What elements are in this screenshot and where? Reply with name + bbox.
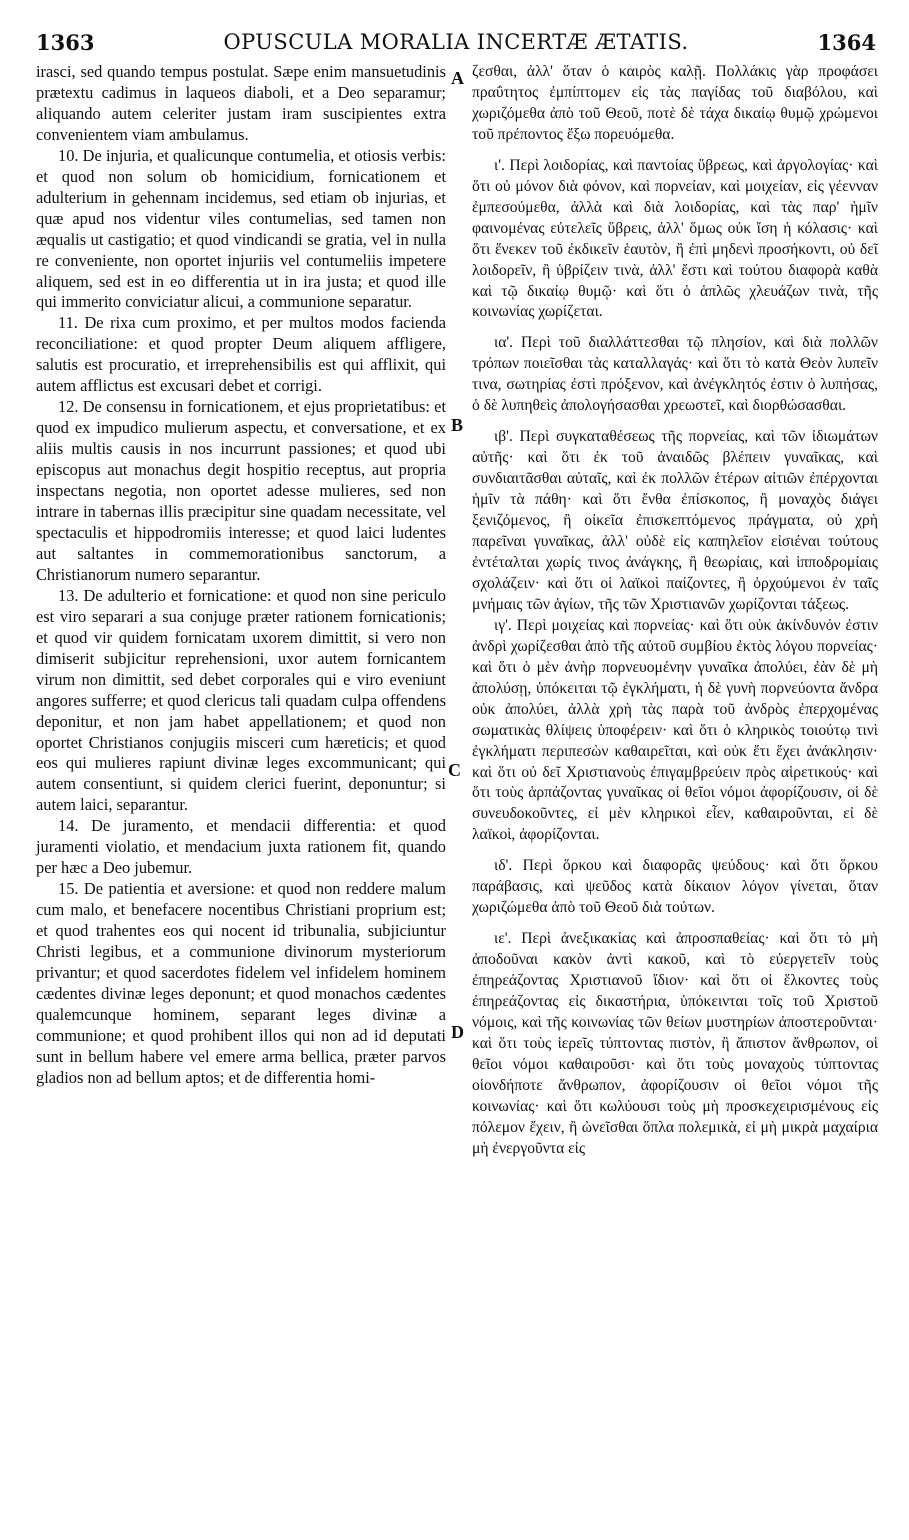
greek-paragraph: ι'. Περὶ λοιδορίας, καὶ παντοίας ὕβρεως, καὶ ἀργολογίας· καὶ ὅτι οὐ μόνον διὰ φόνον, καὶ πορνείαν, καὶ μοιχείαν, εἰς γέενναν ἐμπεσούμεθα, ἀλλὰ καὶ διὰ λοιδορίας, καὶ τὰς παρ' ἡμῖν φαινομένας εὐτελεῖς ὕβρεις, ἀλλ' ὅμως οὐκ ἴση ἡ κόλασις· καὶ ὅτι ἕνεκεν τοῦ ἐκδικεῖν ἑαυτὸν, ἢ ἐπὶ μηδενὶ προσήκοντι, οὐ δεῖ λοιδορεῖν, ἢ ὑβρίζειν τινὰ, ἀλλ' ἔστι καὶ τούτου διαφορὰ καθὰ καὶ τῷ δικαίῳ θυμῷ· καὶ ὅτι ὁ ἁπλῶς χλευάζων τινὰ, τῆς κοινωνίας χωρίζεται.	[472, 156, 878, 321]
latin-paragraph: 15. De patientia et aversione: et quod non reddere malum cum malo, et benefacere nocentibus Christiani proprium est; et quod trahentes eos qui nocent id tribunalia, subjiciuntur Christi legibus, et a communione divinorum mysteriorum privantur; et quod sacerdotes fidelem vel infidelem hominem cædentes divinæ leges deponunt; et quod monachos cædentes qualemcunque hominem, separant leges divinæ a communione; et quod prohibent illos qui non ad id deputati sunt in bellum habere vel emere arma bellica, præter parvos gladios non ad bellum aptos; et de differentia homi-	[36, 879, 446, 1087]
running-title: OPUSCULA MORALIA INCERTÆ ÆTATIS.	[223, 30, 689, 54]
margin-marker-a: A	[451, 68, 464, 88]
latin-paragraph: 13. De adulterio et fornicatione: et quod non sine periculo est viro separari a sua conjuge præter rationem fornicationis; et quod vir quidem fornicatam uxorem dimittit, si vero non dimiserit subjicitur reprehensioni, uxor autem fornicantem virum non dimittit, sed debet corporales qui e viro eveniunt angores sufferre; et quod clericus tali quadam culpa offendens deponitur, et non jam habet appellationem; et quod non oportet Christianos conjugiis misceri cum hæreticis; et quod eos qui mulieres rapiunt divinæ leges excommunicant; qui autem consentiunt, si quidem clerici fuerint, deponuntur; si autem laici, separantur.	[36, 585, 446, 815]
margin-marker-c: C	[448, 760, 461, 780]
latin-column	[36, 62, 446, 1089]
margin-marker-b: B	[451, 415, 464, 435]
left-page-number: 1363	[36, 30, 95, 55]
latin-paragraph: 14. De juramento, et mendacii differentia: et quod juramenti violatio, et mendacium juxta rationem fit, quando per hæc a Deo jubemur.	[36, 816, 446, 878]
greek-paragraph: ιε'. Περὶ ἀνεξικακίας καὶ ἀπροσπαθείας· καὶ ὅτι τὸ μὴ ἀποδοῦναι κακὸν ἀντὶ κακοῦ, καὶ τὸ εὐεργετεῖν τοὺς ἐπηρεάζοντας Χριστιανοῦ ἴδιον· καὶ ὅτι οἱ ἕλκοντες τοὺς ἐπηρεάζοντας εἰς δικαστήρια, ὑπόκεινται τοῖς τοῦ Χριστοῦ νόμοις, καὶ τῆς κοινωνίας τῶν θείων μυστηρίων ἀποστεροῦνται· καὶ ὅτι τοὺς ἱερεῖς τύπτοντας πιστὸν, ἢ ἄπιστον ἄνθρωπον, οἱ θεῖοι νόμοι καθαιροῦσι· καὶ ὅτι τοὺς μοναχοὺς τύπτοντας οἱονδήποτε ἄνθρωπον, ἀφορίζουσιν οἱ θεῖοι νόμοι τῆς κοινωνίας· καὶ ὅτι κωλύουσι τοὺς μὴ προσκεχειρισμένους εἰς πόλεμον ἔχειν, ἢ ὠνεῖσθαι ὅπλα πολεμικὰ, εἰ μὴ μικρὰ μαχαίρια μὴ ἐνεργοῦντα εἰς	[472, 930, 878, 1157]
greek-paragraph: ια'. Περὶ τοῦ διαλλάττεσθαι τῷ πλησίον, καὶ διὰ πολλῶν τρόπων ποιεῖσθαι τὰς καταλλαγάς· καὶ ὅτι τὸ κατὰ Θεὸν λυπεῖν τινα, σωτηρίας ἐστὶ πρόξενον, καὶ ἀνέγκλητός ἐστιν ὁ λυπήσας, ὁ δὲ λυπηθεὶς ἀπολογήσασθαι χρεωστεῖ, καὶ διορθώσασθαι.	[472, 334, 878, 415]
page-header	[36, 30, 876, 60]
latin-paragraph: 10. De injuria, et qualicunque contumelia, et otiosis verbis: et quod non solum ob homicidium, fornicationem et adulterium in gehennam incidemus, sed etiam ob injurias, et quæ apud nos videntur viles contumelias, sed tamen non æqualis ut castigatio; et quod vindicandi se gratia, vel in nulla re conveniente, non oportet injuriis vel contumeliis impetere aliquem, sed est in eo differentia ut in ira justa; et quod ille qui immerito conviciatur alicui, a communione separatur.	[36, 145, 446, 312]
greek-paragraph: ζεσθαι, ἀλλ' ὅταν ὁ καιρὸς καλῇ. Πολλάκις γὰρ προφάσει πραΰτητος ἐμπίπτομεν εἰς τὰς παγίδας τοῦ διαβόλου, καὶ χωριζόμεθα ἀπὸ τοῦ Θεοῦ, ποτὲ δὲ τάχα δικαίῳ θυμῷ χρώμενοι τοῦ πρέποντος ἔξω πορευόμεθα.	[472, 63, 878, 143]
latin-paragraph: irasci, sed quando tempus postulat. Sæpe enim mansuetudinis prætextu cadimus in laqueos diaboli, et a Deo separamur; aliquando autem celeriter justam iram suscipientes extra convenientem viam ambulamus.	[36, 62, 446, 144]
right-page-number: 1364	[817, 30, 876, 55]
greek-paragraph: ιβ'. Περὶ συγκαταθέσεως τῆς πορνείας, καὶ τῶν ἰδιωμάτων αὐτῆς· καὶ ὅτι ἐκ τοῦ ἀναιδῶς βλέπειν γυναῖκας, καὶ συνδιαιτᾶσθαι αὐταῖς, καὶ ἐκ πολλῶν ἑτέρων αἰτιῶν ἐπέρχονται ἡμῖν τὰ πάθη· καὶ ὅτι ἔνθα ἐπίσκοπος, ἢ μοναχὸς διάγει ξενιζόμενος, ἢ οἰκεῖα ἐπισκεπτόμενος πράγματα, οὐ χρὴ παρεῖναι γυναῖκας, ἀλλ' οὐδὲ εἰς καπηλεῖον εἰσιέναι τούτους ἐντέταλται χωρίς τινος ἀνάγκης, ἢ θεωρίαις, καὶ ἱπποδρομίαις σχολάζειν· καὶ ὅτι οἱ λαϊκοὶ παίζοντες, ἢ ὀρχούμενοι ἐν ταῖς μνήμαις τῶν ἁγίων, τῆς τῶν Χριστιανῶν χωρίζονται τάξεως.	[472, 428, 878, 613]
greek-paragraph: ιγ'. Περὶ μοιχείας καὶ πορνείας· καὶ ὅτι οὐκ ἀκίνδυνόν ἐστιν ἀνδρὶ χωρίζεσθαι ἀπὸ τῆς αὐτοῦ συμβίου ἐκτὸς λόγου πορνείας· καὶ ὅτι ὁ μὲν ἀνὴρ πορνευομένην γυναῖκα ἀπολύει, ἐὰν δὲ μὴ ἀπολύσῃ, ὑπόκειται τῷ ἐγκλήματι, ἡ δὲ γυνὴ πορνεύοντα ἄνδρα οὐκ ἀπολύει, ἀλλὰ χρὴ τὰς παρὰ τοῦ ἀνδρὸς ἐπερχομένας σωματικὰς θλίψεις ὑποφέρειν· καὶ ὅτι ὁ κληρικὸς τοιούτῳ τινὶ ἐγκλήματι περιπεσὼν καθαιρεῖται, καὶ οὐκ ἔτι ἔχει ἀνάκλησιν· καὶ ὅτι οὐ δεῖ Χριστιανοὺς ἐπιγαμβρεύειν πρὸς αἱρετικούς· καὶ ὅτι τοὺς ἁρπάζοντας γυναῖκας οἱ θεῖοι νόμοι ἀφορίζουσιν, οἱ δὲ συνευδοκοῦντες, εἰ μὲν κληρικοὶ εἶεν, καθαιροῦνται, εἰ δὲ λαϊκοὶ, ἀφορίζονται.	[472, 616, 878, 844]
greek-column	[472, 62, 878, 1160]
margin-marker-d: D	[451, 1022, 464, 1042]
latin-paragraph: 12. De consensu in fornicationem, et ejus proprietatibus: et quod ex impudico mulierum aspectu, et conversatione, et ex aliis multis causis in nos incurrunt passiones; et quod ubi episcopus aut monachus degit hospitio receptus, aut propria inspectans negotia, non oportet adesse mulieres, sed non intrare in tabernas illis præcipitur sine quadam necessitate, vel spectaculis et hippodromiis interesse; et quod laici ludentes aut saltantes in commemorationibus sanctorum, a Christianorum numero separantur.	[36, 397, 446, 584]
greek-paragraph: ιδ'. Περὶ ὅρκου καὶ διαφορᾶς ψεύδους· καὶ ὅτι ὅρκου παράβασις, καὶ ψεῦδος κατὰ δίκαιον λόγον γίνεται, ὅταν χωριζώμεθα ἀπὸ τοῦ Θεοῦ διὰ τούτων.	[472, 857, 878, 917]
latin-paragraph: 11. De rixa cum proximo, et per multos modos facienda reconciliatione: et quod propter Deum aliquem affligere, salutis est procuratio, et irreprehensibilis est qui afflixit, qui autem afflictus est excusari debet et corrigi.	[36, 313, 446, 396]
